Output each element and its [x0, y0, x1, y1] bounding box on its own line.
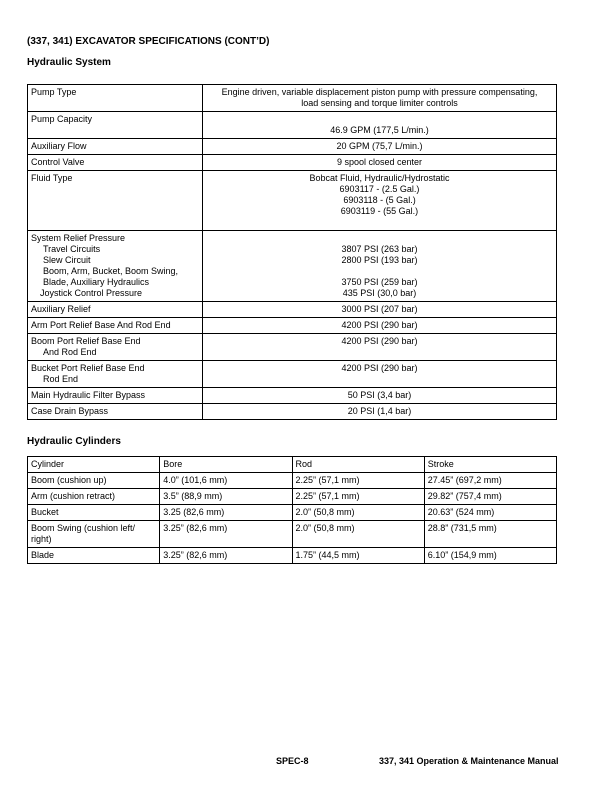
spec-label-line: Rod End	[43, 374, 79, 384]
table-row	[28, 171, 557, 231]
spec-value: 9 spool closed center	[203, 155, 557, 171]
spec-label: Pump Capacity	[28, 112, 203, 139]
manual-title: 337, 341 Operation & Maintenance Manual	[379, 756, 559, 766]
table-cell: 27.45” (697,2 mm)	[424, 473, 556, 489]
spec-value	[203, 171, 557, 231]
table-cell: 6.10” (154,9 mm)	[424, 548, 556, 564]
spec-label-line: Blade, Auxiliary Hydraulics	[43, 277, 150, 287]
table-row	[28, 112, 557, 139]
table-row	[28, 302, 557, 318]
spec-label: Pump Type	[28, 85, 203, 112]
table-cell: 3.25 (82,6 mm)	[160, 505, 292, 521]
table-cell: 20.63” (524 mm)	[424, 505, 556, 521]
table-cell: Bucket	[28, 505, 160, 521]
page-title: (337, 341) EXCAVATOR SPECIFICATIONS (CONT’D)	[27, 36, 270, 47]
spec-value-line: load sensing and torque limiter controls	[301, 98, 458, 108]
table-row	[28, 388, 557, 404]
table-cell: 3.25” (82,6 mm)	[160, 548, 292, 564]
table-header-row	[28, 457, 557, 473]
column-header: Stroke	[424, 457, 556, 473]
spec-value	[203, 85, 557, 112]
table-row	[28, 521, 557, 548]
page-number: SPEC-8	[276, 756, 309, 766]
spec-value-line: 6903118 - (5 Gal.)	[343, 195, 416, 205]
table-cell: 4.0” (101,6 mm)	[160, 473, 292, 489]
spec-label: Control Valve	[28, 155, 203, 171]
spec-value: 4200 PSI (290 bar)	[203, 361, 557, 388]
table-cell: Blade	[28, 548, 160, 564]
table-row	[28, 139, 557, 155]
spec-value-line: 3807 PSI (263 bar)	[341, 244, 418, 254]
spec-label-line: System Relief Pressure	[31, 233, 126, 243]
spec-label: Case Drain Bypass	[28, 404, 203, 420]
table-cell: 1.75” (44,5 mm)	[292, 548, 424, 564]
spec-value-line: 435 PSI (30,0 bar)	[342, 288, 417, 298]
spec-value-line: 2800 PSI (193 bar)	[341, 255, 418, 265]
spec-value-line: Engine driven, variable displacement piston pump with pressure compensating,	[221, 87, 538, 97]
table-row	[28, 361, 557, 388]
spec-label	[28, 231, 203, 302]
table-row	[28, 155, 557, 171]
table-row	[28, 318, 557, 334]
table-cell: Boom Swing (cushion left/ right)	[28, 521, 160, 548]
table-row	[28, 404, 557, 420]
spec-value-line: 6903117 - (2.5 Gal.)	[339, 184, 420, 194]
spec-value: 20 PSI (1,4 bar)	[203, 404, 557, 420]
spec-label-line: Boom Port Relief Base End	[31, 336, 141, 346]
table-row	[28, 489, 557, 505]
spec-label-line: Bucket Port Relief Base End	[31, 363, 145, 373]
table-row	[28, 334, 557, 361]
spec-value: 4200 PSI (290 bar)	[203, 318, 557, 334]
table-cell: 2.25” (57,1 mm)	[292, 489, 424, 505]
spec-value: 50 PSI (3,4 bar)	[203, 388, 557, 404]
spec-value-line: 3750 PSI (259 bar)	[341, 277, 418, 287]
table-row	[28, 548, 557, 564]
table-row	[28, 85, 557, 112]
table-cell: 28.8” (731,5 mm)	[424, 521, 556, 548]
spec-label: Fluid Type	[28, 171, 203, 231]
spec-label-line: Joystick Control Pressure	[40, 288, 143, 298]
spec-label: Auxiliary Relief	[28, 302, 203, 318]
table-row	[28, 473, 557, 489]
spec-label-line: And Rod End	[43, 347, 97, 357]
table-row	[28, 505, 557, 521]
spec-label: Arm Port Relief Base And Rod End	[28, 318, 203, 334]
spec-value	[203, 112, 557, 139]
hydraulic-cylinders-heading: Hydraulic Cylinders	[27, 436, 121, 447]
hydraulic-system-table	[27, 84, 557, 420]
table-cell: 2.0” (50,8 mm)	[292, 505, 424, 521]
table-cell: 2.0” (50,8 mm)	[292, 521, 424, 548]
column-header: Cylinder	[28, 457, 160, 473]
spec-label-line: Slew Circuit	[43, 255, 91, 265]
spec-label-line: Boom, Arm, Bucket, Boom Swing,	[43, 266, 179, 276]
table-cell: Arm (cushion retract)	[28, 489, 160, 505]
table-cell: 29.82” (757,4 mm)	[424, 489, 556, 505]
spec-value-line: Bobcat Fluid, Hydraulic/Hydrostatic	[309, 173, 450, 183]
column-header: Rod	[292, 457, 424, 473]
table-row	[28, 231, 557, 302]
hydraulic-system-heading: Hydraulic System	[27, 57, 111, 68]
table-cell: 3.25” (82,6 mm)	[160, 521, 292, 548]
spec-label-line: Travel Circuits	[43, 244, 101, 254]
spec-label: Main Hydraulic Filter Bypass	[28, 388, 203, 404]
table-cell: 2.25” (57,1 mm)	[292, 473, 424, 489]
spec-value: 3000 PSI (207 bar)	[203, 302, 557, 318]
spec-label	[28, 361, 203, 388]
spec-label: Auxiliary Flow	[28, 139, 203, 155]
column-header: Bore	[160, 457, 292, 473]
spec-value-line: 6903119 - (55 Gal.)	[340, 206, 419, 216]
hydraulic-cylinders-table	[27, 456, 557, 564]
table-cell: 3.5” (88,9 mm)	[160, 489, 292, 505]
table-cell: Boom (cushion up)	[28, 473, 160, 489]
spec-value: 4200 PSI (290 bar)	[203, 334, 557, 361]
spec-value-line: 46.9 GPM (177,5 L/min.)	[330, 125, 429, 135]
spec-value: 20 GPM (75,7 L/min.)	[203, 139, 557, 155]
spec-value	[203, 231, 557, 302]
spec-label	[28, 334, 203, 361]
